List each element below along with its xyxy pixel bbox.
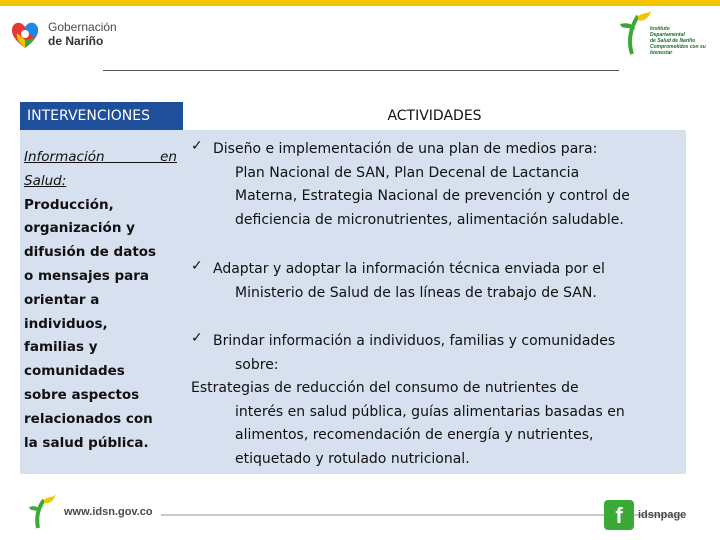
activity-line: Ministerio de Salud de las líneas de trabajo de SAN. bbox=[235, 284, 597, 301]
activity-line: etiquetado y rotulado nutricional. bbox=[235, 450, 470, 467]
activities-header: ACTIVIDADES bbox=[387, 108, 482, 124]
idsn-line-4: Comprometidos con su bienestar bbox=[650, 44, 706, 56]
title-divider bbox=[103, 70, 619, 71]
intervention-line: organización y bbox=[24, 220, 135, 237]
footer-website bbox=[28, 494, 681, 530]
activity-text-2 bbox=[213, 258, 683, 305]
interventions-header: INTERVENCIONES bbox=[27, 108, 150, 124]
website-link[interactable]: www.idsn.gov.co bbox=[64, 506, 153, 518]
intervention-line: difusión de datos bbox=[24, 244, 157, 261]
idsn-line-1: Instituto bbox=[650, 26, 670, 32]
intervention-title-line-1: Información en bbox=[24, 149, 177, 165]
activity-line: interés en salud pública, guías alimentarias basadas en bbox=[235, 403, 625, 420]
idsn-line-3: de Salud de Nariño bbox=[650, 38, 696, 44]
intervention-line: la salud pública. bbox=[24, 434, 149, 451]
intervention-line: sobre aspectos bbox=[24, 386, 140, 403]
footer-rule bbox=[161, 514, 681, 516]
activity-line: Plan Nacional de SAN, Plan Decenal de Lactancia bbox=[235, 164, 580, 181]
intervention-line: familias y bbox=[24, 339, 98, 356]
activities-cell bbox=[183, 130, 686, 474]
logo-line-1: Gobernación bbox=[48, 20, 117, 34]
check-icon: ✓ bbox=[191, 138, 203, 154]
idsn-plant-icon bbox=[28, 494, 58, 530]
activity-line: Diseño e implementación de una plan de medios para: bbox=[213, 141, 598, 157]
intervention-line: orientar a bbox=[24, 291, 100, 308]
check-icon: ✓ bbox=[191, 258, 203, 274]
facebook-icon[interactable]: f bbox=[604, 500, 634, 530]
idsn-logo bbox=[618, 8, 710, 58]
activity-line: sobre: bbox=[235, 356, 279, 373]
activity-line: Estrategias de reducción del consumo de nutrientes de bbox=[191, 380, 579, 396]
intervention-title-line-2: Salud: bbox=[24, 172, 67, 189]
footer-facebook bbox=[604, 500, 686, 530]
gobernacion-logo bbox=[8, 18, 117, 50]
intervention-description bbox=[24, 146, 177, 455]
activity-line: Materna, Estrategia Nacional de prevención y control de bbox=[235, 188, 630, 204]
intervention-line: comunidades bbox=[24, 363, 125, 380]
top-accent-bar bbox=[0, 0, 720, 6]
gobernacion-logo-text bbox=[48, 20, 117, 48]
interventions-cell bbox=[20, 130, 183, 474]
idsn-line-2: Departamental bbox=[650, 32, 685, 38]
idsn-logo-text bbox=[650, 26, 710, 56]
activity-line: Adaptar y adoptar la información técnica enviada por el bbox=[213, 261, 605, 277]
activities-header-cell bbox=[183, 102, 686, 130]
intervention-line: individuos, bbox=[24, 315, 108, 332]
facebook-page-label[interactable]: idsnpage bbox=[638, 509, 687, 521]
logo-line-2: de Nariño bbox=[48, 34, 104, 48]
activity-text-1 bbox=[213, 138, 683, 232]
check-icon: ✓ bbox=[191, 330, 203, 346]
intervention-body bbox=[24, 194, 177, 456]
activity-line: alimentos, recomendación de energía y nutrientes, bbox=[235, 427, 594, 443]
interventions-header-cell bbox=[20, 102, 183, 130]
heart-logo-icon bbox=[8, 18, 42, 50]
intervention-line: relacionados con bbox=[24, 410, 153, 427]
activity-line: deficiencia de micronutrientes, alimentación saludable. bbox=[235, 211, 624, 228]
intervention-line: Producción, bbox=[24, 196, 114, 213]
activity-text-3 bbox=[191, 330, 683, 471]
activity-line: Brindar información a individuos, familias y comunidades bbox=[213, 333, 616, 349]
idsn-plant-icon bbox=[618, 8, 654, 56]
intervention-line: o mensajes para bbox=[24, 267, 150, 284]
